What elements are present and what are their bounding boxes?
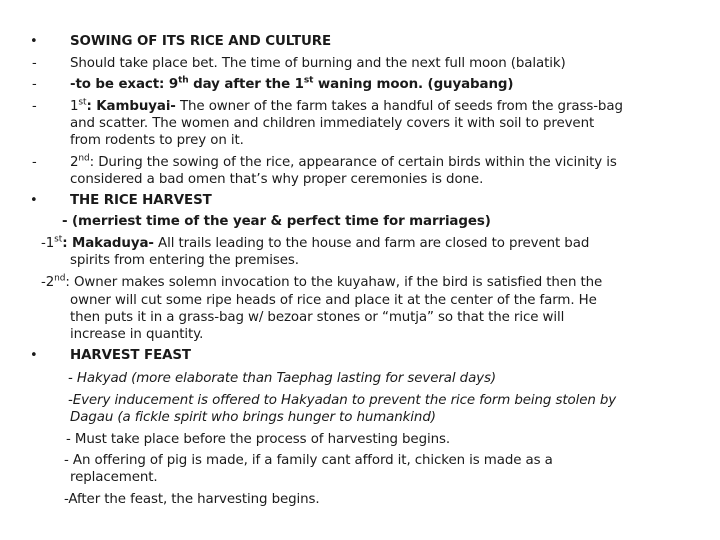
feast-line-2: -Every inducement is offered to Hakyadan to prevent the rice form being stolen by bbox=[68, 393, 617, 408]
feast-line-3: Dagau (a fickle spirit who brings hunger to humankind) bbox=[70, 410, 436, 425]
harvest-item-2-cont: then puts it in a grass-bag w/ bezoar stones or “mutja” so that the rice will bbox=[70, 310, 565, 325]
harvest-item-1: -1st: Makaduya- All trails leading to the house and farm are closed to prevent bad bbox=[41, 234, 590, 251]
feast-line-6: replacement. bbox=[70, 470, 158, 485]
feast-line-7: -After the feast, the harvesting begins. bbox=[64, 492, 320, 507]
harvest-heading: THE RICE HARVEST bbox=[70, 193, 212, 208]
sowing-item-1-cont: from rodents to prey on it. bbox=[70, 133, 244, 148]
bullet-dash: - bbox=[32, 56, 37, 71]
sowing-heading: SOWING OF ITS RICE AND CULTURE bbox=[70, 34, 332, 49]
harvest-item-2-cont: increase in quantity. bbox=[70, 327, 204, 342]
harvest-item-2: -2nd: Owner makes solemn invocation to the kuyahaw, if the bird is satisfied then the bbox=[41, 273, 603, 290]
harvest-item-2-cont: owner will cut some ripe heads of rice and place it at the center of the farm. He bbox=[70, 293, 597, 308]
sowing-item-2: 2nd: During the sowing of the rice, appearance of certain birds within the vicinity is bbox=[70, 153, 617, 170]
harvest-item-1-cont: spirits from entering the premises. bbox=[70, 253, 299, 268]
sowing-item-1-cont: and scatter. The women and children immediately covers it with soil to prevent bbox=[70, 116, 595, 131]
bullet-dash: - bbox=[32, 99, 37, 114]
sowing-item-1: 1st: Kambuyai- The owner of the farm takes a handful of seeds from the grass-bag bbox=[70, 97, 623, 114]
feast-line-1: - Hakyad (more elaborate than Taephag lasting for several days) bbox=[68, 371, 497, 386]
bullet-dot: • bbox=[30, 193, 38, 208]
bullet-dot: • bbox=[30, 348, 38, 363]
feast-line-5: - An offering of pig is made, if a family cant afford it, chicken is made as a bbox=[64, 453, 553, 468]
sowing-line-2: -to be exact: 9th day after the 1st waning moon. (guyabang) bbox=[70, 75, 514, 92]
feast-line-4: - Must take place before the process of harvesting begins. bbox=[66, 432, 451, 447]
sowing-item-2-cont: considered a bad omen that’s why proper ceremonies is done. bbox=[70, 172, 484, 187]
feast-heading: HARVEST FEAST bbox=[70, 348, 191, 363]
bullet-dash: - bbox=[32, 155, 37, 170]
bullet-dash: - bbox=[32, 77, 37, 92]
bullet-dot: • bbox=[30, 34, 38, 49]
sowing-line-1: Should take place bet. The time of burning and the next full moon (balatik) bbox=[70, 56, 566, 71]
harvest-subtitle: - (merriest time of the year & perfect time for marriages) bbox=[62, 214, 491, 229]
